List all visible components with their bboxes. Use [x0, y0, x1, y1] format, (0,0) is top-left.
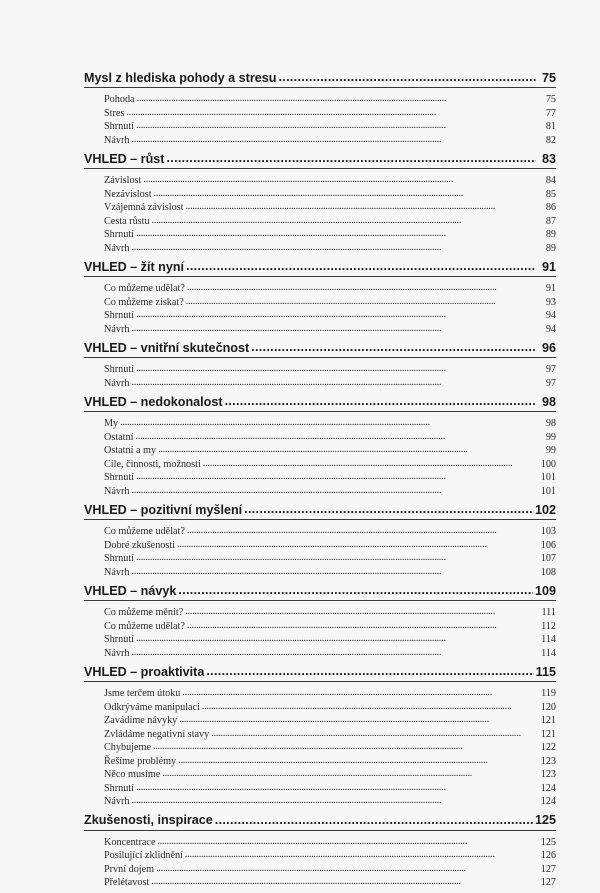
subentry-label: Návrh: [104, 796, 130, 808]
subentry-page-number: 91: [545, 283, 556, 295]
dot-leader: [131, 484, 538, 494]
dot-leader: [186, 200, 541, 210]
subentry-page-number: 101: [540, 485, 556, 497]
chapter-title: Zkušenosti, inspirace: [84, 813, 213, 828]
dot-leader: [152, 214, 540, 224]
toc-subentry: [84, 619, 556, 633]
toc-subentry: [84, 565, 556, 579]
dot-leader: [278, 69, 536, 82]
toc-subentry: [84, 119, 556, 133]
toc-section: [84, 663, 556, 812]
toc-subentry: [84, 524, 556, 538]
toc-chapter-entry: [84, 663, 556, 680]
toc-subentry: [84, 133, 556, 147]
toc-chapter-entry: [84, 501, 556, 518]
dot-leader: [131, 794, 538, 804]
subentry-label: Návrh: [104, 134, 130, 146]
subentry-page-number: 114: [541, 647, 556, 659]
toc-subentry: [84, 457, 556, 471]
dot-leader: [162, 767, 538, 777]
toc-subentry: [84, 551, 556, 565]
subentry-page-number: 97: [545, 364, 556, 376]
chapter-underline: [84, 600, 556, 601]
subentry-label: Co můžeme měnit?: [104, 607, 184, 619]
toc-section: [84, 393, 556, 501]
chapter-underline: [84, 830, 556, 831]
toc-section: [84, 150, 556, 258]
subentry-label: Návrh: [104, 377, 130, 389]
subentry-label: Posilující zklidnění: [104, 850, 183, 862]
chapter-title: Mysl z hlediska pohody a stresu: [84, 70, 277, 85]
dot-leader: [206, 663, 533, 676]
chapter-title: VHLED – růst: [84, 151, 165, 166]
subentry-page-number: 82: [545, 134, 556, 146]
subentry-label: Stres: [104, 107, 125, 119]
toc-subentry: [84, 470, 556, 484]
toc-subentry: [84, 281, 556, 295]
toc-chapter-entry: [84, 258, 556, 275]
subentry-label: Jsme terčem útoku: [104, 688, 181, 700]
subentry-page-number: 126: [540, 850, 556, 862]
toc-subentry: [84, 416, 556, 430]
toc-subentry: [84, 538, 556, 552]
chapter-underline: [84, 411, 556, 412]
chapter-page-number: 109: [534, 583, 556, 598]
subentry-label: Shrnutí: [104, 553, 135, 565]
subentry-page-number: 121: [540, 728, 556, 740]
dot-leader: [187, 619, 539, 629]
toc-subentry: [84, 781, 556, 795]
chapter-underline: [84, 357, 556, 358]
dot-leader: [178, 582, 533, 595]
subentry-page-number: 81: [545, 121, 556, 133]
subentry-label: Něco musíme: [104, 769, 161, 781]
toc-subentry: [84, 187, 556, 201]
chapter-title: VHLED – pozitivní myšlení: [84, 502, 243, 517]
chapter-page-number: 96: [541, 340, 556, 355]
subentry-label: Závislost: [104, 175, 142, 187]
chapter-underline: [84, 681, 556, 682]
subentry-label: První dojem: [104, 863, 155, 875]
subentry-label: Nezávislost: [104, 188, 152, 200]
dot-leader: [131, 646, 539, 656]
subentry-label: Shrnutí: [104, 229, 135, 241]
subentry-label: Odkrýváme manipulaci: [104, 701, 200, 713]
toc-subentry: [84, 173, 556, 187]
toc-chapter-entry: [84, 393, 556, 410]
toc-subentry: [84, 632, 556, 646]
subentry-page-number: 99: [545, 431, 556, 443]
chapter-underline: [84, 168, 556, 169]
subentry-page-number: 94: [545, 310, 556, 322]
subentry-label: Shrnutí: [104, 364, 135, 376]
subentry-page-number: 98: [545, 418, 556, 430]
subentry-label: Zavádíme návyky: [104, 715, 178, 727]
subentry-label: Ostatní: [104, 431, 134, 443]
subentry-page-number: 121: [540, 715, 556, 727]
toc-section: [84, 69, 556, 150]
subentry-page-number: 127: [540, 863, 556, 875]
dot-leader: [136, 308, 540, 318]
subentry-label: Co můžeme udělat?: [104, 283, 185, 295]
subentry-page-number: 99: [545, 445, 556, 457]
dot-leader: [178, 754, 539, 764]
dot-leader: [157, 835, 538, 845]
dot-leader: [185, 605, 539, 615]
subentry-label: Shrnutí: [104, 310, 135, 322]
toc-subentry: [84, 646, 556, 660]
dot-leader: [120, 416, 540, 426]
subentry-page-number: 101: [540, 472, 556, 484]
toc-subentry: [84, 376, 556, 390]
subentry-page-number: 93: [545, 296, 556, 308]
chapter-title: VHLED – vnitřní skutečnost: [84, 340, 250, 355]
toc-subentry: [84, 875, 556, 889]
subentry-page-number: 120: [540, 701, 556, 713]
toc-subentry: [84, 443, 556, 457]
subentry-page-number: 86: [545, 202, 556, 214]
toc-subentry: [84, 308, 556, 322]
subentry-label: Co můžeme udělat?: [104, 526, 185, 538]
subentry-label: Přelétavost: [104, 877, 150, 889]
subentry-page-number: 87: [545, 215, 556, 227]
toc-subentry: [84, 794, 556, 808]
toc-subentry: [84, 362, 556, 376]
subentry-label: Shrnutí: [104, 634, 135, 646]
subentry-label: Chybujeme: [104, 742, 151, 754]
chapter-title: VHLED – návyk: [84, 583, 177, 598]
chapter-page-number: 75: [541, 70, 556, 85]
dot-leader: [179, 713, 538, 723]
dot-leader: [131, 565, 538, 575]
table-of-contents: [84, 69, 556, 893]
subentry-page-number: 124: [540, 782, 556, 794]
toc-section: [84, 812, 556, 893]
subentry-page-number: 77: [545, 107, 556, 119]
toc-subentry: [84, 767, 556, 781]
chapter-underline: [84, 519, 556, 520]
toc-subentry: [84, 106, 556, 120]
dot-leader: [156, 862, 539, 872]
toc-subentry: [84, 214, 556, 228]
chapter-page-number: 102: [534, 502, 556, 517]
subentry-label: Vzájemná závislost: [104, 202, 184, 214]
subentry-page-number: 107: [540, 553, 556, 565]
dot-leader: [135, 430, 540, 440]
dot-leader: [251, 339, 536, 352]
toc-subentry: [84, 227, 556, 241]
subentry-page-number: 84: [545, 175, 556, 187]
dot-leader: [244, 501, 533, 514]
subentry-page-number: 75: [545, 94, 556, 106]
dot-leader: [131, 241, 540, 251]
toc-subentry: [84, 835, 556, 849]
dot-leader: [143, 173, 540, 183]
subentry-label: Pohoda: [104, 94, 135, 106]
chapter-underline: [84, 276, 556, 277]
toc-section: [84, 582, 556, 663]
chapter-page-number: 125: [534, 813, 556, 828]
subentry-label: Návrh: [104, 485, 130, 497]
subentry-page-number: 85: [545, 188, 556, 200]
dot-leader: [136, 470, 539, 480]
toc-subentry: [84, 700, 556, 714]
chapter-page-number: 98: [541, 394, 556, 409]
subentry-page-number: 111: [541, 607, 556, 619]
toc-chapter-entry: [84, 812, 556, 829]
toc-subentry: [84, 713, 556, 727]
dot-leader: [151, 875, 538, 885]
subentry-page-number: 114: [541, 634, 556, 646]
dot-leader: [187, 524, 539, 534]
dot-leader: [136, 632, 539, 642]
subentry-page-number: 125: [540, 836, 556, 848]
toc-subentry: [84, 295, 556, 309]
chapter-page-number: 115: [535, 664, 556, 679]
dot-leader: [136, 781, 539, 791]
subentry-label: Dobré zkušenosti: [104, 539, 176, 551]
subentry-label: Návrh: [104, 566, 130, 578]
subentry-label: Shrnutí: [104, 472, 135, 484]
dot-leader: [202, 700, 539, 710]
subentry-page-number: 103: [540, 526, 556, 538]
toc-subentry: [84, 92, 556, 106]
dot-leader: [154, 187, 540, 197]
toc-subentry: [84, 200, 556, 214]
dot-leader: [187, 281, 540, 291]
chapter-underline: [84, 87, 556, 88]
chapter-title: VHLED – žít nyní: [84, 259, 185, 274]
dot-leader: [225, 393, 536, 406]
toc-subentry: [84, 862, 556, 876]
dot-leader: [136, 227, 540, 237]
dot-leader: [131, 322, 540, 332]
dot-leader: [158, 443, 540, 453]
toc-section: [84, 501, 556, 582]
dot-leader: [153, 740, 539, 750]
dot-leader: [166, 150, 536, 163]
subentry-page-number: 122: [540, 742, 556, 754]
subentry-label: Co můžeme udělat?: [104, 620, 185, 632]
toc-subentry: [84, 605, 556, 619]
dot-leader: [182, 686, 539, 696]
toc-subentry: [84, 322, 556, 336]
chapter-title: VHLED – proaktivita: [84, 664, 205, 679]
subentry-page-number: 89: [545, 242, 556, 254]
toc-subentry: [84, 686, 556, 700]
subentry-page-number: 94: [545, 323, 556, 335]
subentry-label: Návrh: [104, 323, 130, 335]
dot-leader: [186, 258, 536, 271]
subentry-label: Řešíme problémy: [104, 755, 177, 767]
toc-subentry: [84, 241, 556, 255]
subentry-label: Ostatní a my: [104, 445, 157, 457]
chapter-page-number: 83: [541, 151, 556, 166]
dot-leader: [131, 376, 540, 386]
dot-leader: [186, 295, 540, 305]
subentry-label: Cíle, činnosti, možnosti: [104, 458, 201, 470]
dot-leader: [215, 812, 533, 825]
toc-subentry: [84, 848, 556, 862]
dot-leader: [131, 133, 540, 143]
dot-leader: [136, 362, 540, 372]
toc-section: [84, 258, 556, 339]
toc-chapter-entry: [84, 69, 556, 86]
subentry-page-number: 97: [545, 377, 556, 389]
dot-leader: [136, 551, 539, 561]
toc-chapter-entry: [84, 150, 556, 167]
toc-section: [84, 339, 556, 393]
chapter-page-number: 91: [541, 259, 556, 274]
toc-subentry: [84, 740, 556, 754]
subentry-page-number: 106: [540, 539, 556, 551]
subentry-page-number: 108: [540, 566, 556, 578]
toc-subentry: [84, 484, 556, 498]
toc-chapter-entry: [84, 582, 556, 599]
toc-subentry: [84, 754, 556, 768]
subentry-label: Návrh: [104, 647, 130, 659]
dot-leader: [185, 848, 539, 858]
subentry-page-number: 123: [540, 769, 556, 781]
subentry-label: Koncentrace: [104, 836, 156, 848]
dot-leader: [203, 457, 539, 467]
toc-subentry: [84, 430, 556, 444]
subentry-label: Cesta růstu: [104, 215, 150, 227]
subentry-page-number: 89: [545, 229, 556, 241]
dot-leader: [177, 538, 539, 548]
subentry-page-number: 119: [541, 688, 556, 700]
subentry-page-number: 100: [540, 458, 556, 470]
dot-leader: [126, 106, 540, 116]
subentry-label: Zvládáme negativní stavy: [104, 728, 210, 740]
subentry-label: Co můžeme získat?: [104, 296, 184, 308]
toc-subentry: [84, 727, 556, 741]
dot-leader: [137, 92, 540, 102]
subentry-page-number: 112: [541, 620, 556, 632]
dot-leader: [211, 727, 538, 737]
subentry-label: Shrnutí: [104, 782, 135, 794]
dot-leader: [136, 119, 540, 129]
subentry-label: My: [104, 418, 119, 430]
chapter-title: VHLED – nedokonalost: [84, 394, 223, 409]
toc-chapter-entry: [84, 339, 556, 356]
subentry-label: Shrnutí: [104, 121, 135, 133]
subentry-page-number: 127: [540, 877, 556, 889]
subentry-label: Návrh: [104, 242, 130, 254]
subentry-page-number: 123: [540, 755, 556, 767]
subentry-page-number: 124: [540, 796, 556, 808]
